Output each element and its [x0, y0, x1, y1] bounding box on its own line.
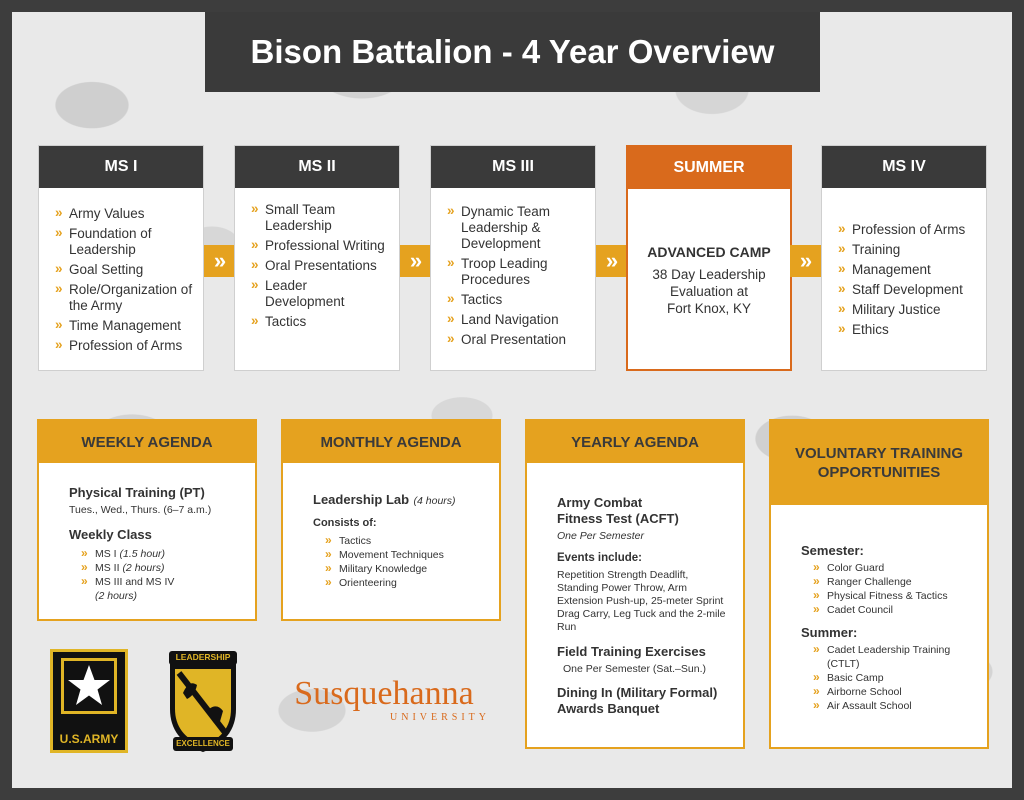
acft-title: Fitness Test (ACFT) — [557, 511, 679, 526]
agenda-header: YEARLY AGENDA — [527, 421, 743, 463]
list-item: » Land Navigation — [447, 312, 585, 328]
lab-line: Leadership Lab (4 hours) — [313, 492, 456, 507]
chevron-right-icon: » — [400, 245, 432, 277]
list-item: » Small Team Leadership — [251, 202, 389, 234]
list-item: » Troop Leading Procedures — [447, 256, 585, 288]
year-list — [39, 188, 203, 354]
year-header: MS III — [431, 146, 595, 188]
year-list — [431, 188, 595, 348]
dining-title: Dining In (Military Formal) — [557, 685, 718, 700]
list-item: » Cadet Leadership Training (CTLT) — [813, 643, 967, 671]
page-title: Bison Battalion - 4 Year Overview — [205, 12, 820, 92]
list-item: » Military Justice — [838, 302, 976, 318]
list-item: » Military Knowledge — [325, 562, 499, 576]
susquehanna-logo — [274, 676, 494, 726]
year-list — [235, 188, 399, 330]
summer-title: ADVANCED CAMP — [647, 244, 771, 260]
list-item: » Airborne School — [813, 685, 967, 699]
su-name: Susquehanna — [294, 675, 474, 712]
year-header: MS IV — [822, 146, 986, 188]
list-item: » Role/Organization of the Army — [55, 282, 193, 314]
list-item: » Management — [838, 262, 976, 278]
chevron-right-icon: » — [790, 245, 822, 277]
events-title: Events include: — [557, 552, 642, 564]
list-item: » Ethics — [838, 322, 976, 338]
year-header: MS II — [235, 146, 399, 188]
summer-line: Evaluation at — [669, 284, 749, 299]
list-item: » MS I (1.5 hour) — [81, 547, 255, 561]
summer-list — [801, 643, 977, 713]
list-item: » MS III and MS IV (2 hours) — [81, 575, 255, 603]
summer-body — [628, 189, 790, 317]
rotc-top-text: LEADERSHIP — [175, 652, 231, 662]
year-box-ms3 — [430, 145, 596, 371]
list-item: » Army Values — [55, 206, 193, 222]
events-text: Repetition Strength Deadlift, Standing Power Throw, Arm Extension Push-up, 25-meter Sprint Drag Carry, Leg Tuck and the 2-mile Run — [557, 569, 726, 633]
list-item: » Leader Development — [251, 278, 389, 310]
list-item: » Tactics — [251, 314, 389, 330]
ftx-title: Field Training Exercises — [557, 644, 706, 659]
list-item: » Dynamic Team Leadership & Development — [447, 204, 585, 252]
year-list — [822, 188, 986, 338]
semester-title: Semester: — [801, 543, 864, 558]
agenda-body — [283, 463, 499, 590]
year-box-ms4 — [821, 145, 987, 371]
agenda-body — [527, 463, 743, 717]
camo-background — [12, 12, 1012, 788]
list-item: » Oral Presentations — [251, 258, 389, 274]
year-header: MS I — [39, 146, 203, 188]
list-item: » Foundation of Leadership — [55, 226, 193, 258]
weekly-agenda-box — [37, 419, 257, 621]
pt-title: Physical Training (PT) — [69, 485, 205, 500]
list-item: » Oral Presentation — [447, 332, 585, 348]
list-item: » Training — [838, 242, 976, 258]
agenda-header: MONTHLY AGENDA — [283, 421, 499, 463]
chevron-right-icon: » — [204, 245, 236, 277]
rotc-bottom-text: EXCELLENCE — [176, 739, 230, 748]
rotc-logo — [165, 649, 241, 753]
year-box-summer — [626, 145, 792, 371]
summer-title: Summer: — [801, 625, 858, 640]
ftx-detail: One Per Semester (Sat.–Sun.) — [563, 663, 706, 675]
list-item: » Air Assault School — [813, 699, 967, 713]
voluntary-box — [769, 419, 989, 749]
dining-title: Awards Banquet — [557, 701, 660, 716]
pt-schedule: Tues., Wed., Thurs. (6–7 a.m.) — [69, 504, 212, 516]
chevron-right-icon: » — [596, 245, 628, 277]
list-item: » Movement Techniques — [325, 548, 499, 562]
agenda-body — [39, 463, 255, 603]
consists-label: Consists of: — [313, 517, 377, 529]
list-item: » Profession of Arms — [55, 338, 193, 354]
year-box-ms2 — [234, 145, 400, 371]
header-line: OPPORTUNITIES — [817, 464, 941, 481]
summer-line: 38 Day Leadership — [652, 267, 766, 282]
list-item: » Basic Camp — [813, 671, 967, 685]
list-item: » Goal Setting — [55, 262, 193, 278]
army-logo — [50, 649, 128, 753]
list-item: » Profession of Arms — [838, 222, 976, 238]
star-icon — [61, 658, 117, 714]
list-item: » Time Management — [55, 318, 193, 334]
list-item: » Professional Writing — [251, 238, 389, 254]
yearly-agenda-box — [525, 419, 745, 749]
monthly-agenda-box — [281, 419, 501, 621]
class-list — [69, 547, 255, 603]
list-item: » Tactics — [325, 534, 499, 548]
agenda-header — [771, 421, 987, 505]
summer-line: Fort Knox, KY — [666, 301, 752, 316]
army-logo-text: U.S.ARMY — [59, 732, 119, 746]
list-item: » Color Guard — [813, 561, 977, 575]
year-header: SUMMER — [628, 147, 790, 189]
agenda-body — [771, 505, 987, 713]
su-sub: UNIVERSITY — [390, 712, 490, 723]
list-item: » Cadet Council — [813, 603, 977, 617]
list-item: » Ranger Challenge — [813, 575, 977, 589]
list-item: » Orienteering — [325, 576, 499, 590]
list-item: » Staff Development — [838, 282, 976, 298]
list-item: » MS II (2 hours) — [81, 561, 255, 575]
lab-list — [313, 534, 499, 590]
agenda-header: WEEKLY AGENDA — [39, 421, 255, 463]
semester-list — [801, 561, 977, 617]
acft-title: Army Combat — [557, 495, 643, 510]
list-item: » Physical Fitness & Tactics — [813, 589, 977, 603]
list-item: » Tactics — [447, 292, 585, 308]
year-box-ms1 — [38, 145, 204, 371]
acft-frequency: One Per Semester — [557, 530, 644, 542]
header-line: VOLUNTARY TRAINING — [794, 445, 964, 462]
class-title: Weekly Class — [69, 527, 152, 542]
